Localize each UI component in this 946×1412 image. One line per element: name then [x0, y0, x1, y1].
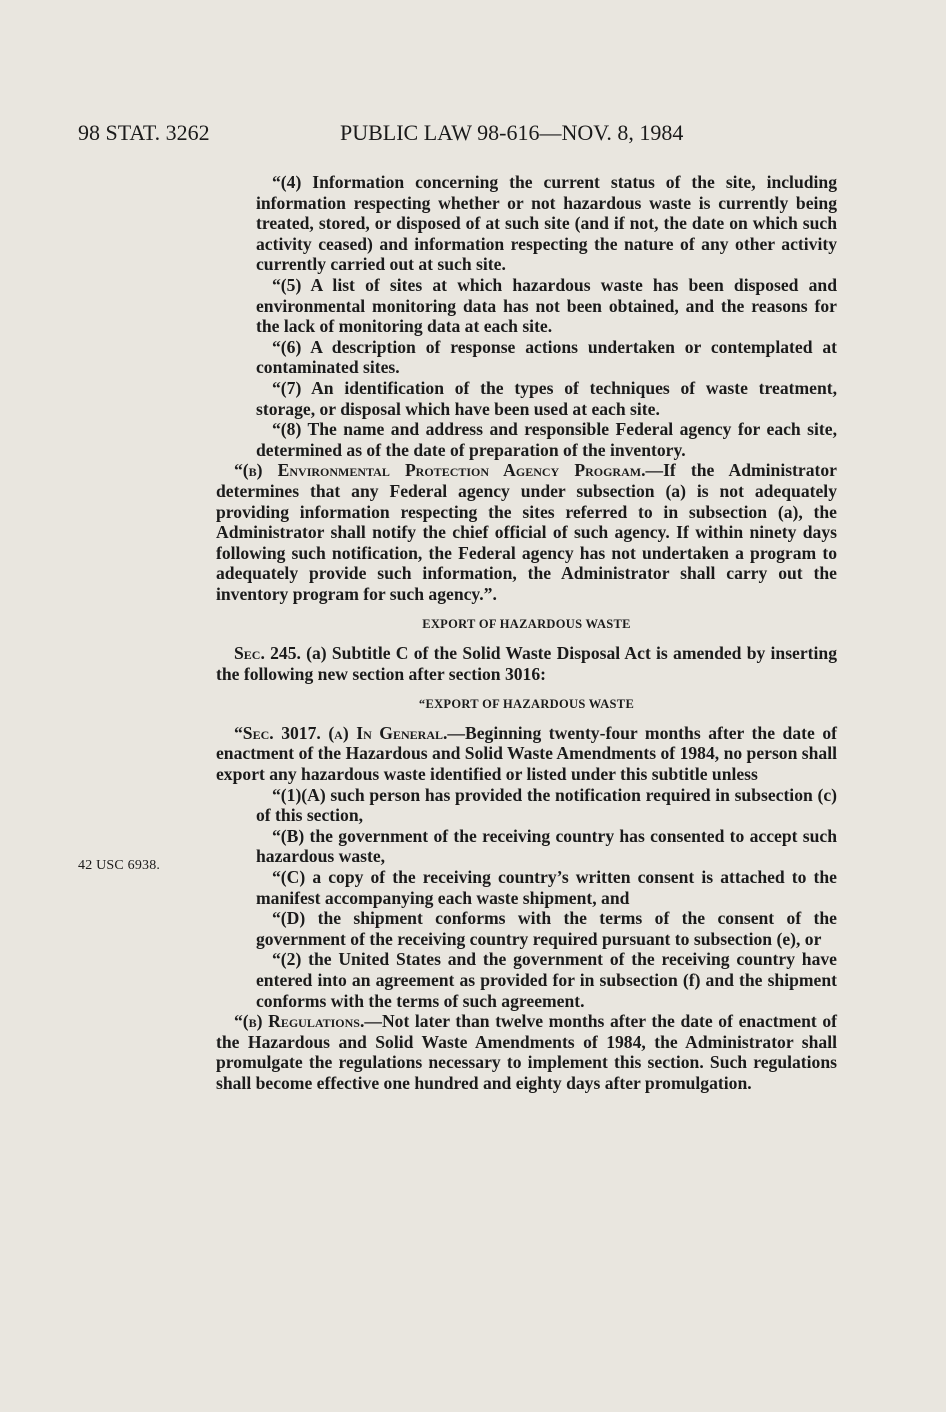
section-3017-a-heading: (a) In General.	[320, 722, 448, 743]
paragraph-6: “(6) A description of response actions undertaken or contemplated at contaminated sites.	[256, 336, 837, 378]
regulations-heading: “(b) Regulations.	[234, 1011, 365, 1032]
section-heading-export: EXPORT OF HAZARDOUS WASTE	[422, 617, 631, 632]
section-245-label: Sec. 245.	[234, 643, 301, 664]
paragraph-5: “(5) A list of sites at which hazardous waste has been disposed and environmental monitoring data has not been obtained, and the reasons for the lack of monitoring data at each site.	[256, 274, 837, 337]
clause-C: “(C) a copy of the receiving country’s written consent is attached to the manifest accompanying each waste shipment, and	[256, 867, 837, 908]
paragraph-7: “(7) An identification of the types of techniques of waste treatment, storage, or disposal which have been used at each site.	[256, 377, 837, 419]
section-3017-label: “Sec. 3017.	[234, 722, 321, 743]
clause-1A: “(1)(A) such person has provided the notification required in subsection (c) of this section,	[256, 784, 837, 826]
section-245-text: (a) Subtitle C of the Solid Waste Disposal Act is amended by inserting the following new section after section 3016:	[216, 643, 837, 684]
clause-D: “(D) the shipment conforms with the terms of the consent of the government of the receiving country required pursuant to subsection (e), or	[256, 908, 837, 949]
subsection-b-heading: “(b) Environmental Protection Agency Program.	[234, 460, 646, 481]
section-heading-export-quoted: “EXPORT OF HAZARDOUS WASTE	[418, 697, 635, 712]
paragraph-4: “(4) Information concerning the current status of the site, including information respecting whether or not hazardous waste is currently being treated, stored, or disposed of at such site (and if not, the date on which such activity ceased) and information respecting the nature of any other activity currently carried out at such site.	[256, 172, 837, 275]
subsection-b-text: —If the Administrator determines that any Federal agency under subsection (a) is not adequately providing information respecting the sites referred to in subsection (a), the Administrator shall notify the chief official of such agency. If within ninety days following such notification, the Federal agency has not undertaken a program to adequately provide such information, the Administrator shall carry out the inventory program for such agency.”.	[216, 460, 837, 604]
section-3017-a-text: —Beginning twenty-four months after the date of enactment of the Hazardous and Solid Waste Amendments of 1984, no person shall export any hazardous waste identified or listed under this subtitle unless	[216, 722, 837, 785]
section-245	[216, 643, 837, 684]
running-header: PUBLIC LAW 98-616—NOV. 8, 1984	[340, 120, 684, 145]
body-text	[216, 172, 837, 1094]
subsection-b-regulations	[216, 1011, 837, 1093]
paragraph-8: “(8) The name and address and responsible Federal agency for each site, determined as of the date of preparation of the inventory.	[256, 419, 837, 460]
clause-B: “(B) the government of the receiving country has consented to accept such hazardous waste,	[256, 825, 837, 867]
clause-2: “(2) the United States and the government of the receiving country have entered into an agreement as provided for in subsection (f) and the shipment conforms with the terms of such agreement.	[256, 949, 837, 1011]
section-3017-a	[216, 723, 837, 785]
regulations-text: —Not later than twelve months after the date of enactment of the Hazardous and Solid Waste Amendments of 1984, the Administrator shall promulgate the regulations necessary to implement this section. Such regulations shall become effective one hundred and eighty days after promulgation.	[216, 1011, 837, 1093]
subsection-b-epa-program	[216, 460, 837, 604]
statute-page-number: 98 STAT. 3262	[78, 120, 210, 145]
marginal-citation: 42 USC 6938.	[78, 858, 161, 873]
